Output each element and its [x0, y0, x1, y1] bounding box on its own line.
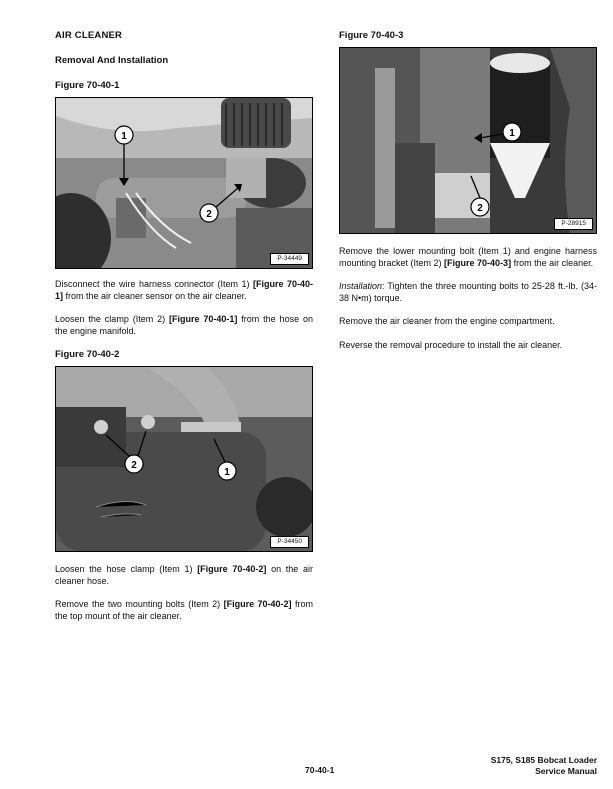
page-number: 70-40-1: [305, 765, 335, 775]
figure-3-photo: [339, 47, 597, 234]
step-remove-air-cleaner: Remove the air cleaner from the engine compartment.: [339, 316, 555, 326]
figure-1-code: P-34449: [270, 253, 309, 265]
figure-3-callout-1: 1: [509, 128, 515, 139]
figure-2-photo: [55, 366, 313, 552]
step-remove-mounting-bolts: Remove the two mounting bolts (Item 2) [Figure 70-40-2] from the top mount of the air cleaner.: [55, 599, 313, 621]
figure-1-photo: [55, 97, 313, 269]
footer-model: [491, 755, 597, 777]
figure-3-callout-2: 2: [477, 203, 483, 214]
installation-note: Installation: Tighten the three mounting bolts to 25-28 ft.-lb. (34-38 N•m) torque.: [339, 281, 597, 303]
figure-3-code: P-28915: [554, 218, 593, 230]
right-column: [339, 30, 597, 363]
step-loosen-clamp: Loosen the clamp (Item 2) [Figure 70-40-1] from the hose on the engine manifold.: [55, 314, 313, 336]
left-column: [55, 30, 313, 634]
figure-1-title: Figure 70-40-1: [55, 80, 120, 91]
figure-2-illustration: [56, 367, 312, 551]
footer-manual-name: Service Manual: [535, 766, 597, 776]
figure-1-callout-2: 2: [206, 209, 212, 220]
step-reverse-procedure: Reverse the removal procedure to install the air cleaner.: [339, 339, 563, 350]
figure-1-illustration: [56, 98, 312, 268]
figure-2-callout-2: 2: [131, 460, 137, 471]
figure-2-callout-1: 1: [224, 467, 230, 478]
subsection-title: Removal And Installation: [55, 55, 169, 66]
step-remove-lower-bolt: Remove the lower mounting bolt (Item 1) and engine harness mounting bracket (Item 2) [Figure 70-40-3] from the air cleaner.: [339, 246, 597, 268]
figure-2-title: Figure 70-40-2: [55, 349, 120, 360]
figure-3-title: Figure 70-40-3: [339, 30, 404, 41]
step-loosen-hose-clamp: Loosen the hose clamp (Item 1) [Figure 70-40-2] on the air cleaner hose.: [55, 564, 313, 586]
figure-2-code: P-34450: [270, 536, 309, 548]
step-disconnect-connector: Disconnect the wire harness connector (Item 1) [Figure 70-40-1] from the air cleaner sensor on the air cleaner.: [55, 279, 314, 301]
section-title: AIR CLEANER: [55, 30, 123, 41]
footer-model-name: S175, S185 Bobcat Loader: [490, 755, 597, 765]
figure-1-callout-1: 1: [121, 131, 127, 142]
figure-3-illustration: [340, 48, 596, 233]
